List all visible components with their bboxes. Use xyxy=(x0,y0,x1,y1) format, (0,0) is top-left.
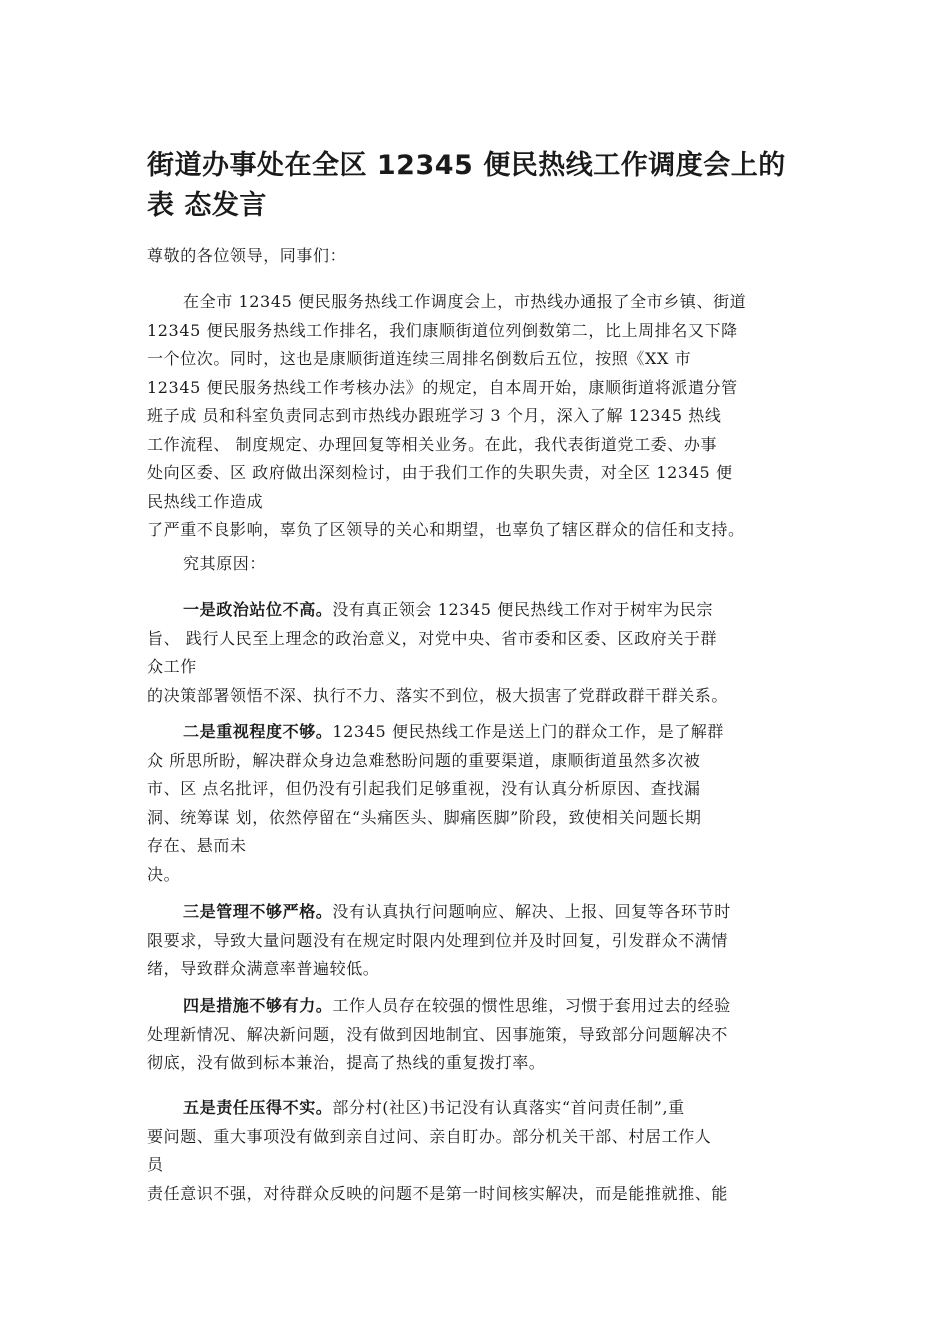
intro-line: 一个位次。同时，这也是康顺街道连续三周排名倒数后五位，按照《XX 市 xyxy=(147,349,692,368)
point-line: 彻底，没有做到标本兼治，提高了热线的重复拨打率。 xyxy=(147,1053,546,1072)
intro-line: 了严重不良影响，辜负了区领导的关心和期望，也辜负了辖区群众的信任和支持。 xyxy=(147,520,745,539)
point-first-line xyxy=(147,898,811,927)
intro-line: 在全市 12345 便民服务热线工作调度会上，市热线办通报了全市乡镇、街道 xyxy=(183,292,747,311)
title-line-1: 街道办事处在全区 12345 便民热线工作调度会上的 xyxy=(147,150,786,181)
point-lead: 四是措施不够有力。 xyxy=(183,996,333,1015)
point-line: 责任意识不强，对待群众反映的问题不是第一时间核实解决，而是能推就推、能 xyxy=(147,1183,729,1203)
reason-heading: 究其原因： xyxy=(183,554,267,573)
point-paragraph-1 xyxy=(147,596,811,710)
point-line: 部分村(社区)书记没有认真落实“首问责任制”,重 xyxy=(332,1098,685,1117)
point-paragraph-4 xyxy=(147,992,811,1078)
point-paragraph-2 xyxy=(147,718,811,889)
point-line: 没有真正领会 12345 便民热线工作对于树牢为民宗 xyxy=(332,600,714,619)
intro-line: 12345 便民服务热线工作考核办法》的规定，自本周开始，康顺街道将派遣分管 xyxy=(147,377,738,397)
point-first-line xyxy=(147,718,811,747)
point-first-line xyxy=(147,596,811,625)
point-line: 众 所思所盼，解决群众身边急难愁盼问题的重要渠道，康顺街道虽然多次被 xyxy=(147,750,701,770)
intro-line: 民热线工作造成 xyxy=(147,491,264,511)
title-line-2: 表 态发言 xyxy=(147,190,267,221)
point-line: 处理新情况、解决新问题，没有做到因地制宜、因事施策，导致部分问题解决不 xyxy=(147,1024,729,1044)
point-paragraph-5 xyxy=(147,1094,811,1208)
intro-paragraph xyxy=(147,288,811,545)
point-lead: 五是责任压得不实。 xyxy=(183,1098,333,1117)
point-line: 洞、统筹谋 划，依然停留在“头痛医头、脚痛医脚”阶段，致使相关问题长期 xyxy=(147,807,702,827)
intro-line: 处向区委、区 政府做出深刻检讨，由于我们工作的失职失责，对全区 12345 便 xyxy=(147,463,733,482)
intro-line: 班子成 员和科室负责同志到市热线办跟班学习 3 个月，深入了解 12345 热线 xyxy=(147,406,722,425)
point-paragraph-3 xyxy=(147,898,811,984)
intro-line: 工作流程、 制度规定、办理回复等相关业务。在此，我代表街道党工委、办事 xyxy=(147,434,718,454)
point-line: 的决策部署领悟不深、执行不力、落实不到位，极大损害了党群政群干群关系。 xyxy=(147,685,729,705)
point-first-line xyxy=(147,992,811,1021)
point-lead: 二是重视程度不够。 xyxy=(183,722,333,741)
point-line: 工作人员存在较强的惯性思维，习惯于套用过去的经验 xyxy=(332,996,731,1015)
point-line: 存在、悬而未 xyxy=(147,836,247,855)
intro-line: 12345 便民服务热线工作排名，我们康顺街道位列倒数第二，比上周排名又下降 xyxy=(147,320,738,340)
point-line: 员 xyxy=(147,1155,164,1174)
point-line: 要问题、重大事项没有做到亲自过问、亲自盯办。部分机关干部、村居工作人 xyxy=(147,1126,712,1146)
point-line: 限要求，导致大量问题没有在规定时限内处理到位并及时回复，引发群众不满情 xyxy=(147,930,729,950)
document-title xyxy=(147,146,807,226)
point-line: 没有认真执行问题响应、解决、上报、回复等各环节时 xyxy=(332,902,731,921)
point-lead: 一是政治站位不高。 xyxy=(183,600,333,619)
point-line: 市、区 点名批评，但仍没有引起我们足够重视，没有认真分析原因、查找漏 xyxy=(147,779,701,798)
point-lead: 三是管理不够严格。 xyxy=(183,902,333,921)
point-line: 旨、 践行人民至上理念的政治意义，对党中央、省市委和区委、区政府关于群 xyxy=(147,628,718,648)
point-line: 绪，导致群众满意率普遍较低。 xyxy=(147,959,380,978)
point-line: 决。 xyxy=(147,864,181,884)
point-first-line xyxy=(147,1094,811,1123)
point-line: 众工作 xyxy=(147,657,197,676)
point-line: 12345 便民热线工作是送上门的群众工作，是了解群 xyxy=(332,722,724,741)
salutation: 尊敬的各位领导，同事们： xyxy=(147,246,347,265)
